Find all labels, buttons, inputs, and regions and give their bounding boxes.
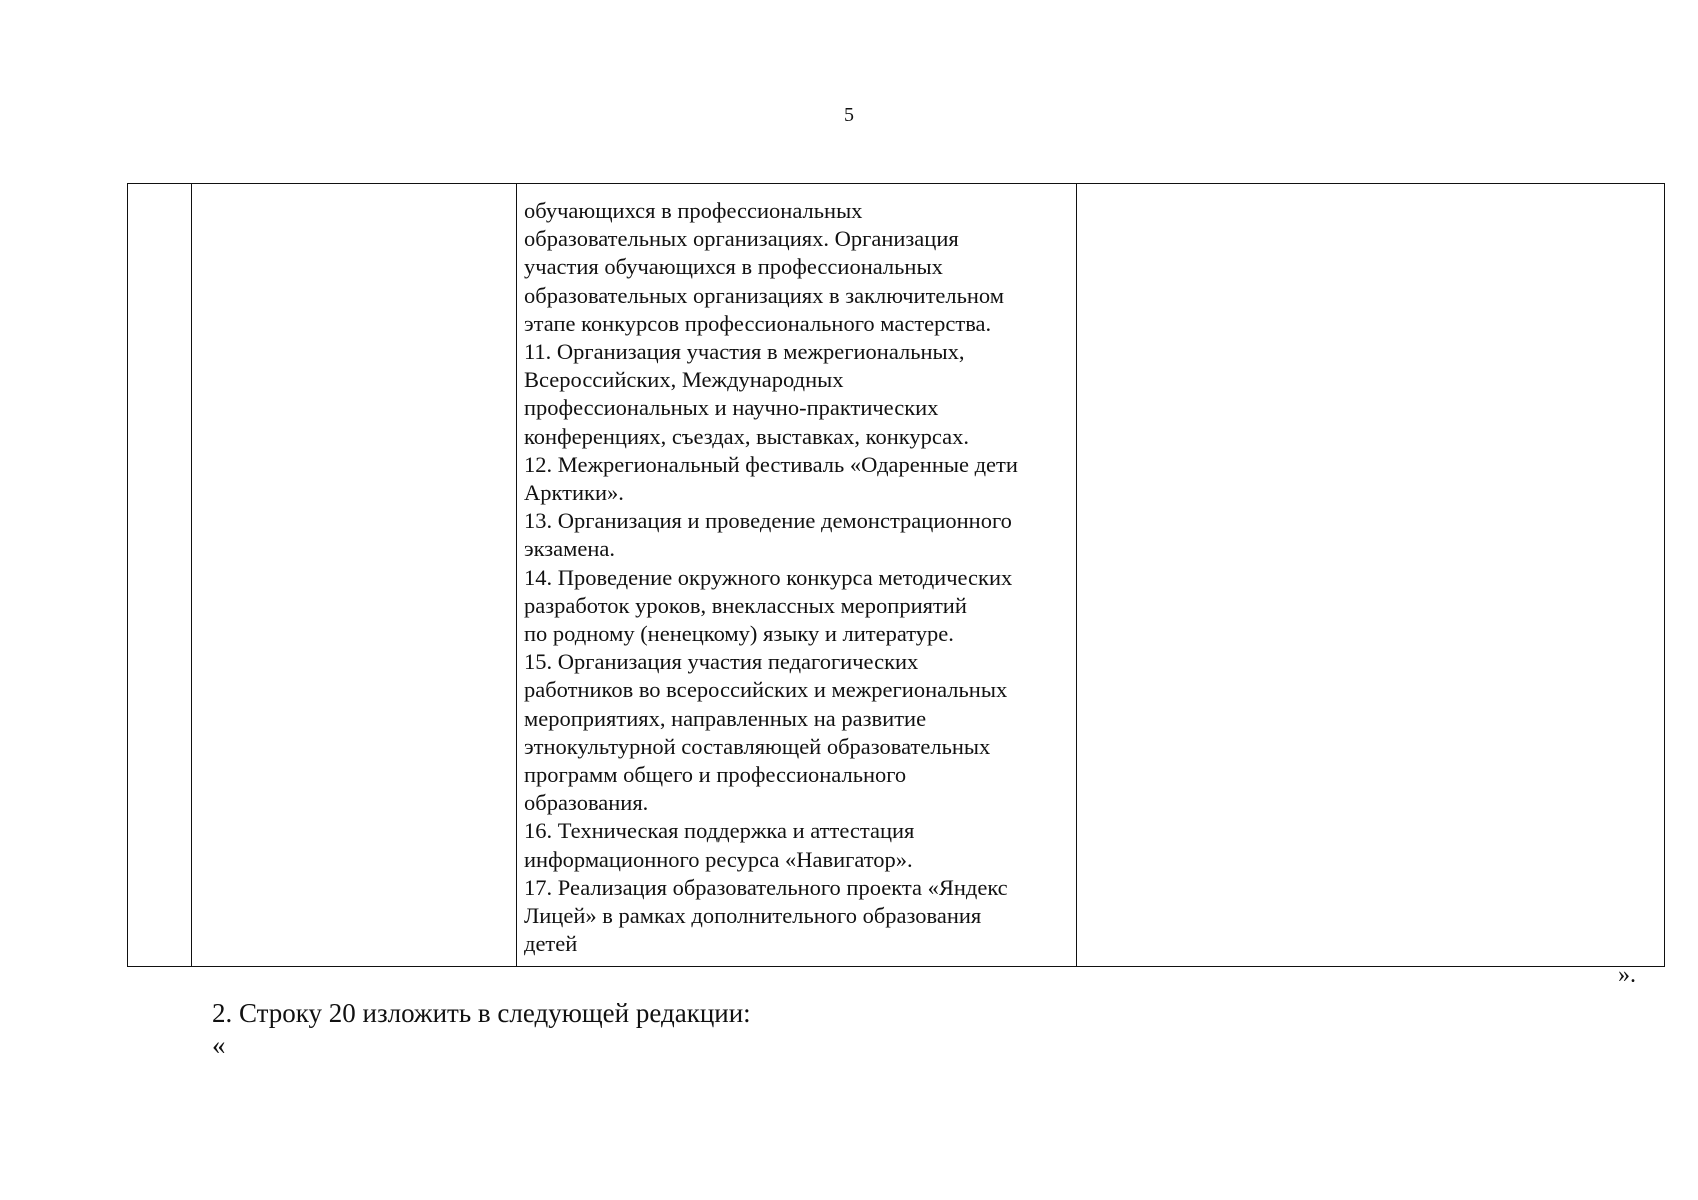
content-line: 12. Межрегиональный фестиваль «Одаренные дети (524, 451, 1018, 477)
cell-content (517, 184, 1077, 967)
cell-extra (1077, 184, 1665, 967)
content-line: разработок уроков, внеклассных мероприятий (524, 592, 967, 618)
content-line: 13. Организация и проведение демонстрационного (524, 508, 1012, 534)
content-line: экзамена. (524, 536, 616, 562)
content-line: по родному (ненецкому) языку и литературе. (524, 621, 954, 647)
instruction-text: 2. Строку 20 изложить в следующей редакции: (212, 998, 751, 1028)
page-number: 5 (844, 104, 854, 126)
content-line: 17. Реализация образовательного проекта «Яндекс (524, 874, 1008, 900)
content-line: мероприятиях, направленных на развитие (524, 705, 927, 731)
content-line: конференциях, съездах, выставках, конкурсах. (524, 423, 969, 449)
cell-name (192, 184, 517, 967)
table-row (128, 184, 1665, 967)
content-line: 11. Организация участия в межрегиональных, (524, 339, 965, 365)
content-line: 16. Техническая поддержка и аттестация (524, 818, 915, 844)
cell-number (128, 184, 192, 967)
opening-quote: « (212, 1030, 226, 1060)
content-text (517, 184, 1076, 966)
closing-quote: ». (1618, 962, 1636, 988)
content-line: детей (524, 931, 578, 957)
content-line: Лицей» в рамках дополнительного образования (524, 903, 982, 929)
content-line: информационного ресурса «Навигатор». (524, 846, 913, 872)
document-table (127, 183, 1665, 967)
content-line: работников во всероссийских и межрегиональных (524, 677, 1008, 703)
content-line: 15. Организация участия педагогических (524, 649, 919, 675)
content-line: Всероссийских, Международных (524, 367, 844, 393)
content-line: образования. (524, 790, 649, 816)
content-line: программ общего и профессионального (524, 762, 907, 788)
content-line: Арктики». (524, 480, 624, 506)
content-line: 14. Проведение окружного конкурса методических (524, 564, 1013, 590)
content-line: профессиональных и научно-практических (524, 395, 939, 421)
content-line: участия обучающихся в профессиональных (524, 254, 943, 280)
content-line: образовательных организациях в заключительном (524, 282, 1004, 308)
content-line: этнокультурной составляющей образовательных (524, 733, 991, 759)
content-line: образовательных организациях. Организация (524, 226, 959, 252)
content-line: этапе конкурсов профессионального мастерства. (524, 310, 992, 336)
content-line: обучающихся в профессиональных (524, 198, 863, 223)
